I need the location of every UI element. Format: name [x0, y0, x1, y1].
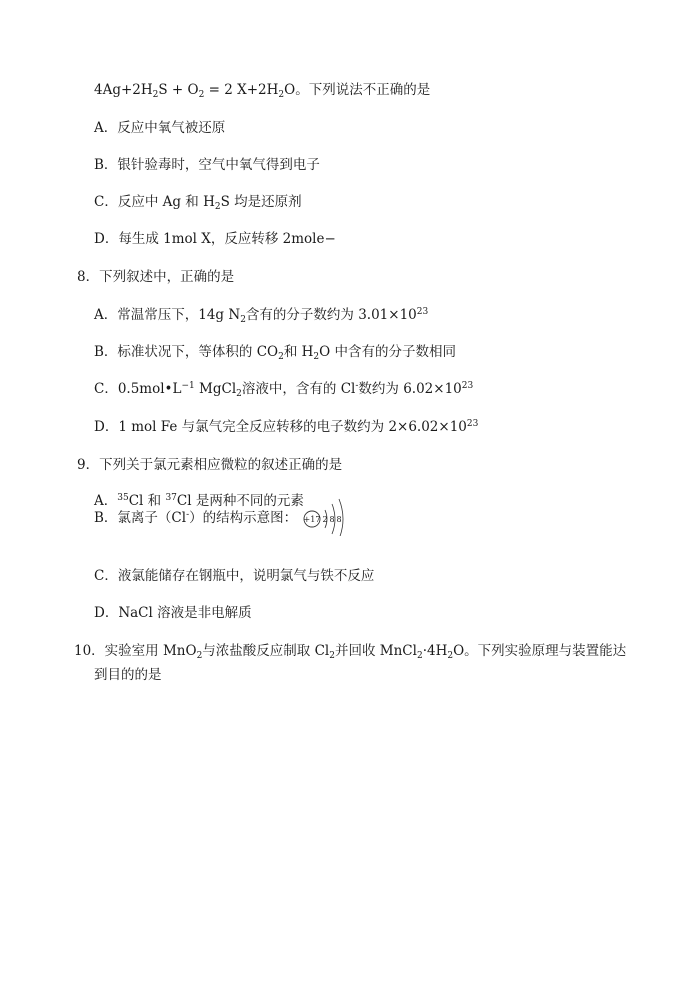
shell-electrons-1: 2 — [322, 515, 328, 524]
q8-stem: 8．下列叙述中，正确的是 — [77, 269, 235, 285]
shell-electrons-3: 8 — [336, 515, 342, 524]
q10-stem-line1: 10．实验室用 MnO$_2$与浓盐酸反应制取 $Cl_2$并回收 $MnCl_2\cdot 4H_2O$。下列实验原理与装置能达 — [74, 643, 627, 661]
nucleus-charge-label: +17 — [303, 515, 321, 524]
q9-option-d: D．NaCl 溶液是非电解质 — [94, 605, 252, 621]
q10-stem-line2: 到目的的是 — [94, 667, 162, 683]
q7-option-c: C．反应中 Ag 和 $H_2S$ 均是还原剂 — [94, 194, 302, 212]
q7-stem-tail: $4Ag+2H_2S + O_2 = 2$ $X+2H_2O$。下列说法不正确的是 — [94, 82, 431, 100]
q8-option-c: C．$0.5mol•L^{-1}$ MgCl$_2$溶液中，含有的 Cl-数约为 $6.02\times 10^{23}$ — [94, 381, 474, 399]
shell-electrons-2: 8 — [329, 515, 335, 524]
q8-option-d: D．1 mol Fe 与氯气完全反应转移的电子数约为 $2\times 6.02\times 10^{23}$ — [94, 419, 479, 435]
q8-option-a: A．常温常压下，14g $N_2$含有的分子数约为 $3.01\times 10^{23}$ — [94, 307, 429, 325]
q7-option-a: A．反应中氧气被还原 — [94, 120, 226, 136]
q7-option-b: B．银针验毒时，空气中氧气得到电子 — [94, 157, 320, 173]
q8-option-b: B．标准状况下，等体积的 $CO_2$和 $H_2O$ 中含有的分子数相同 — [94, 344, 457, 362]
q9-option-a: A．$^{35}$Cl 和 $^{37}$Cl 是两种不同的元素 — [94, 493, 304, 509]
q9-option-c: C．液氯能储存在钢瓶中，说明氯气与铁不反应 — [94, 568, 375, 584]
q9-stem: 9．下列关于氯元素相应微粒的叙述正确的是 — [77, 457, 343, 473]
q9-option-b: B．氯离子（Cl-）的结构示意图： — [94, 510, 298, 526]
chloride-ion-structure-diagram — [300, 488, 356, 536]
q7-option-d: D．每生成 1mol X，反应转移 2mole− — [94, 231, 336, 247]
